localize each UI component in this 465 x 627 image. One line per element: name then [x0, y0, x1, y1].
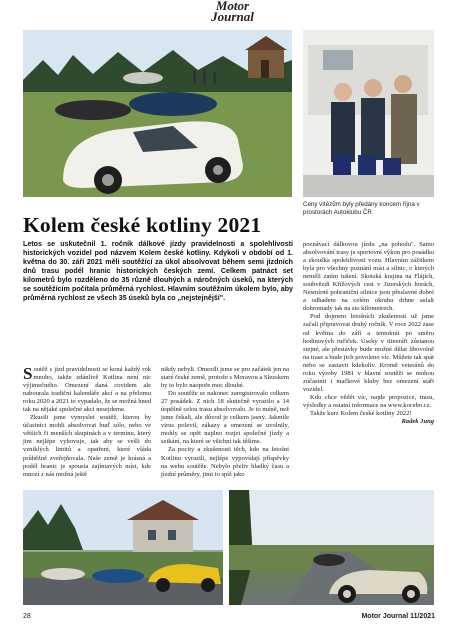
photo-caption: Ceny vítězům byly předány koncem října v prostorách Autoklubu ČR [303, 201, 420, 216]
author-signature: Radek Jung [401, 418, 434, 426]
paragraph: nikdy nebyli. Omezili jsme se pro začátek jen na staré české země, protože s Moravou a Slezskem by to bylo naopoře moc dlouhé. [161, 366, 289, 390]
text-column-2 [161, 366, 289, 479]
photo-scene [23, 30, 292, 197]
article-lead: Letos se uskutečnil 1. ročník dálkové jízdy pravidelnosti a spolehlivosti historických vozidel pod názvem Kolem české kotliny. Kdykoli v období od 1. května do 30. září 2021 měli soutěžící za úkol absolvovat během semi jízdních dnů trasu podél hranic historických českých zemí. Celkem patnáct set kilometrů bylo rozděleno do 35 různě dlouhých a náročných úseků, na kterých se soutěžícím počítala průměrná rychlost. Hlavním soutěžním úkolem bylo, aby průměrná rychlost ze všech 35 úseků byla co „nejstejnější". [23, 240, 293, 302]
award-ceremony-photo [303, 30, 434, 197]
paragraph: Do soutěže se nakonec zaregistrovalo celkem 27 posádek. Z nich 18 skutečně vyrazilo a 14 úspěšně celou trasu absolvovalo. Je to méně, než jsme čekali, ale důvod je celkem jasný. Jakmile virus polevil, zákazy a omezení se uvolnily, mohly se opět naplno rozjet společné jízdy a setkání, na které se všichni tak těšíme. [161, 390, 289, 446]
magazine-issue: Motor Journal 11/2021 [361, 613, 435, 620]
drop-cap: S [23, 364, 33, 383]
paragraph: Takže kurz Kolem české kotliny 2022! [310, 409, 412, 417]
chalet-scene [23, 490, 223, 605]
paragraph: Za pocity a zkušenosti těch, kdo na letošní Kotlinu vyrazili, nejlépe vypovídají příspěvky na webu soutěže. Nebylo přeliv hladký času a jízdní průměry, jimi to spíš jako [161, 446, 289, 478]
text-column-1 [23, 366, 151, 479]
text-column-3 [303, 241, 434, 426]
paragraph: Pod dojmem letošních zkušeností už jsme začali připravovat druhý ročník. V roce 2022 zase od května do září a tentokrát po směru hodinových ručiček. Úseky v itineráři zůstanou stejné, ale přestávky bude možné dělat libovolně na trase a bude jich povoleno víc. Můžete tak spát nebo se zastavit kdekoliv. Kromě veteránů do roku výroby 1981 v hlavní soutěži se mohou zúčastnit i mačkové kluby bez omezení stáří vozidel. [303, 313, 434, 393]
masthead [0, 0, 465, 24]
paragraph: poznávací dálkovou jízdu „na pohodu". Samo absolvování trasy je sportovní výkon pro posádku a zkouška spolehlivosti vozu. Hlavním zážitkem byla pro všechny poznání míst a silnic, o kterých neměli zatím tušení. Skotská krajina na Flájích, souhvězdí Křížových cest v Jizerských horách, Nesmírné pohraniční silnice jsou přeslavné dobré a odhadem na celém okruhu drhne asfalt dohromady tak na sto kilometrech. [303, 241, 434, 313]
paragraph: Kdo chce vědět víc, najde propozice, trasu, výsledky a ostatní informace na www.kocebo.cz. [303, 393, 434, 409]
vintage-cars-road-photo [229, 490, 434, 605]
magazine-logo: Motor Journal [211, 0, 254, 24]
road-scene [229, 490, 434, 605]
ceremony-scene [303, 30, 434, 197]
main-photo-porsche [23, 30, 292, 197]
page-number: 28 [23, 613, 31, 620]
paragraph: Soutěž s jízd pravidelnosti se koná každý rok mnoho, takže zdánlivě Kotlina není nic výjimečného. Omezení daná covidem ale nabourala tradiční kalendáře akcí a na přelomu roku 2020 a 2021 to vypadalo, že se možná hned tak na nějaké společné akci nesejdeme. [23, 364, 151, 414]
paragraph: Zkusili jsme vymyslet soutěž, kterou by účastníci mohli absolvovat buď sólo, nebo ve větších či menších skupinách a v termínu, který jim nejlépe vyhovuje, tak aby se vešli do vzniklých limitů a opatření, které vláda průběžně zveřejňovala. Naše země je krásná a podél hranic je spousta zajímavých míst, kde mnozí z nás možná ještě [23, 414, 151, 478]
cars-by-chalet-photo [23, 490, 223, 605]
article-title: Kolem české kotliny 2021 [23, 213, 262, 237]
